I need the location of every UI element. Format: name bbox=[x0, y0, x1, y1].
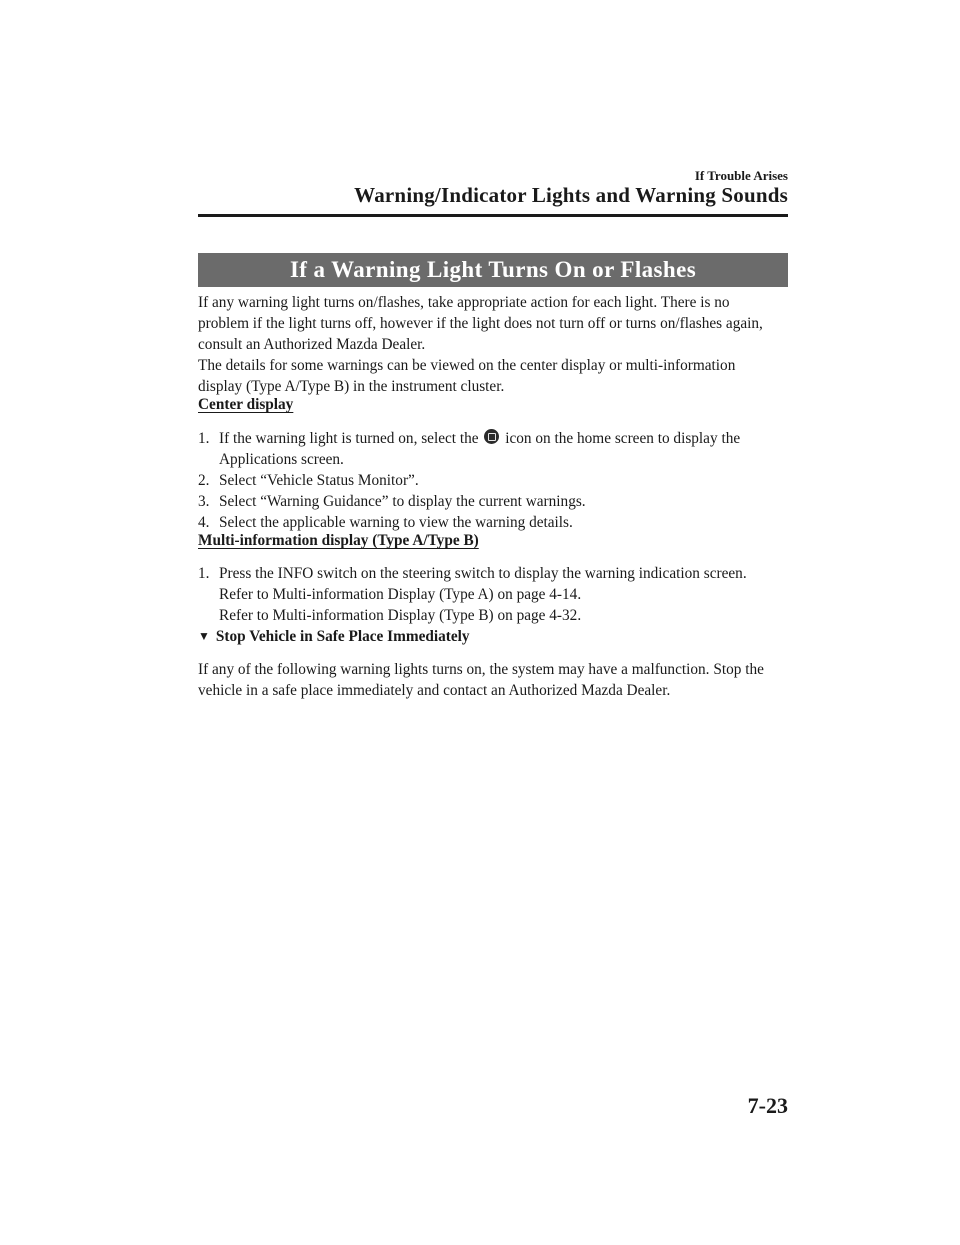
step-text: Applications screen. bbox=[219, 451, 344, 468]
stop-vehicle-title: Stop Vehicle in Safe Place Immediately bbox=[215, 628, 470, 645]
step-number: 1. bbox=[198, 565, 210, 582]
multi-info-steps bbox=[198, 563, 790, 626]
applications-icon bbox=[484, 429, 499, 444]
intro-line: consult an Authorized Mazda Dealer. bbox=[198, 336, 426, 353]
intro-line: If any warning light turns on/flashes, take appropriate action for each light. There is no bbox=[198, 294, 730, 311]
stop-vehicle-paragraph bbox=[198, 659, 790, 701]
page-number: 7-23 bbox=[747, 1093, 788, 1118]
step-text: Select “Vehicle Status Monitor”. bbox=[219, 472, 419, 489]
step-text: icon on the home screen to display the bbox=[505, 430, 741, 447]
header-divider bbox=[198, 214, 788, 217]
section-title: Warning/Indicator Lights and Warning Sounds bbox=[354, 183, 788, 207]
intro-line: The details for some warnings can be viewed on the center display or multi-information bbox=[198, 357, 736, 374]
triangle-down-icon: ▼ bbox=[198, 629, 210, 643]
step-number: 2. bbox=[198, 472, 210, 489]
paragraph-line: vehicle in a safe place immediately and contact an Authorized Mazda Dealer. bbox=[198, 682, 671, 699]
step-number: 4. bbox=[198, 514, 210, 531]
list-item bbox=[198, 470, 790, 491]
center-display-heading: Center display bbox=[198, 396, 294, 413]
list-item bbox=[198, 428, 790, 470]
chapter-label: If Trouble Arises bbox=[694, 168, 788, 183]
intro-line: display (Type A/Type B) in the instrument cluster. bbox=[198, 378, 505, 395]
intro-paragraph bbox=[198, 292, 790, 397]
step-text: Press the INFO switch on the steering switch to display the warning indication screen. bbox=[219, 565, 747, 582]
topic-banner: If a Warning Light Turns On or Flashes bbox=[198, 253, 788, 287]
multi-info-heading: Multi-information display (Type A/Type B) bbox=[198, 532, 479, 549]
step-text: If the warning light is turned on, select the bbox=[219, 430, 479, 447]
paragraph-line: If any of the following warning lights turns on, the system may have a malfunction. Stop the bbox=[198, 661, 764, 678]
step-text: Select the applicable warning to view the warning details. bbox=[219, 514, 573, 531]
center-display-steps bbox=[198, 428, 790, 533]
step-number: 3. bbox=[198, 493, 210, 510]
list-item bbox=[198, 563, 790, 626]
cross-reference: Refer to Multi-information Display (Type A) on page 4-14. bbox=[219, 586, 582, 603]
list-item bbox=[198, 491, 790, 512]
stop-vehicle-heading bbox=[198, 628, 470, 646]
step-number: 1. bbox=[198, 430, 210, 447]
cross-reference: Refer to Multi-information Display (Type B) on page 4-32. bbox=[219, 607, 582, 624]
intro-line: problem if the light turns off, however if the light does not turn off or turns on/flashes again, bbox=[198, 315, 763, 332]
step-text: Select “Warning Guidance” to display the current warnings. bbox=[219, 493, 586, 510]
list-item bbox=[198, 512, 790, 533]
